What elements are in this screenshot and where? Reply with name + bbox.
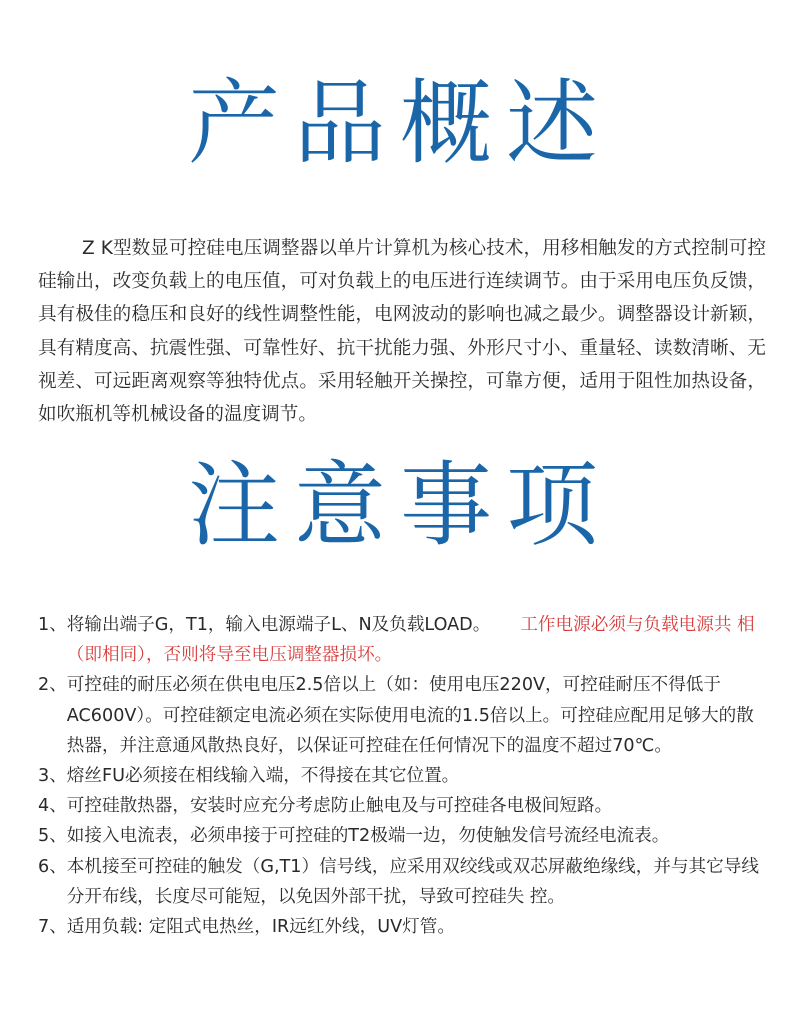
notes-item-text: 适用负载: 定阻式电热丝，IR远红外线，UV灯管。 — [66, 917, 455, 938]
notes-item-text: 可控硅散热器，安装时应充分考虑防止触电及与可控硅各电极间短路。 — [66, 796, 613, 817]
notes-item-main-text: 将输出端子G，T1，输入电源端子L、N及负载LOAD。 — [66, 615, 491, 635]
notes-item-number: 7、 — [38, 917, 67, 938]
notes-title: 注意事项 — [187, 452, 612, 559]
notes-item-6 — [38, 852, 768, 912]
notes-item-text: 本机接至可控硅的触发（G,T1）信号线，应采用双绞线或双芯屏蔽绝缘线，并与其它导线分开布线，长度尽可能短，以免因外部干扰，导致可控硅失 控。 — [66, 856, 759, 907]
overview-title: 产品概述 — [187, 70, 612, 177]
notes-item-number: 1、 — [38, 615, 67, 635]
notes-item-1 — [38, 610, 768, 670]
notes-item-5 — [38, 821, 768, 851]
notes-item-text: 如接入电流表，必须串接于可控硅的T2极端一边，勿使触发信号流经电流表。 — [66, 826, 670, 847]
notes-item-text: 熔丝FU必须接在相线输入端，不得接在其它位置。 — [66, 766, 460, 787]
notes-item-number: 3、 — [38, 766, 67, 787]
notes-item-4 — [38, 791, 768, 821]
notes-list — [38, 610, 768, 942]
notes-item-number: 4、 — [38, 796, 67, 817]
notes-item-7 — [38, 912, 768, 942]
notes-item-number: 2、 — [38, 675, 67, 696]
notes-item-number: 6、 — [38, 856, 67, 877]
notes-item-number: 5、 — [38, 826, 67, 847]
notes-item-warning: 工作电源必须与负载电源共 相（即相同），否则将导至电压调整器损坏。 — [66, 615, 755, 666]
notes-item-text: 可控硅的耐压必须在供电电压2.5倍以上（如：使用电压220V，可控硅耐压不得低于AC600V）。可控硅额定电流必须在实际使用电流的1.5倍以上。可控硅应配用足够大的散热器，并注意通风散热良好，以保证可控硅在任何情况下的温度不超过70℃。 — [66, 675, 754, 756]
notes-item-3 — [38, 761, 768, 791]
notes-item-text — [67, 610, 768, 670]
notes-item-2 — [38, 670, 768, 761]
overview-paragraph: Z K型数显可控硅电压调整器以单片计算机为核心技术，用移相触发的方式控制可控硅输出，改变负载上的电压值，可对负载上的电压进行连续调节。由于采用电压负反馈，具有极佳的稳压和良好的线性调整性能，电网波动的影响也减之最少。调整器设计新颖，具有精度高、抗震性强、可靠性好、抗干扰能力强、外形尺寸小、重量轻、读数清晰、无视差、可远距离观察等独特优点。采用轻触开关操控，可靠方便，适用于阻性加热设备，如吹瓶机等机械设备的温度调节。 — [38, 238, 766, 426]
